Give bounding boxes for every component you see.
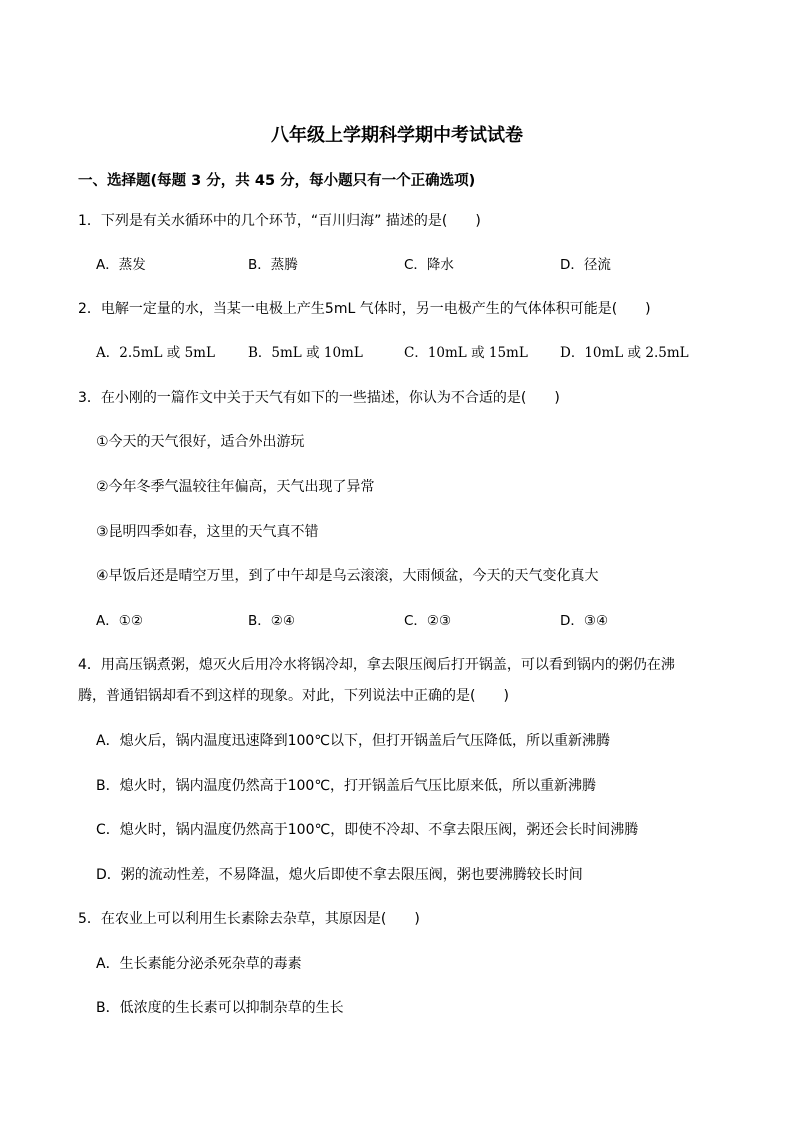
question-2-option-d: D．10mL 或 2.5mL (560, 345, 689, 361)
question-3-stem: 3．在小刚的一篇作文中关于天气有如下的一些描述，你认为不合适的是( ) (78, 390, 560, 406)
question-5-option-b: B．低浓度的生长素可以抑制杂草的生长 (96, 1000, 344, 1016)
question-4-option-a: A．熄火后，锅内温度迅速降到100℃以下，但打开锅盖后气压降低，所以重新沸腾 (96, 733, 611, 749)
question-3-option-c: C．②③ (404, 613, 452, 629)
question-2-option-b: B．5mL 或 10mL (248, 345, 363, 361)
question-3-option-a: A．①② (96, 613, 143, 629)
question-4-option-c: C．熄火时，锅内温度仍然高于100℃，即使不冷却、不拿去限压阀，粥还会长时间沸腾 (96, 822, 639, 838)
question-1-option-d: D．径流 (560, 257, 611, 273)
question-4-option-b: B．熄火时，锅内温度仍然高于100℃，打开锅盖后气压比原来低，所以重新沸腾 (96, 778, 597, 794)
question-2-option-c: C．10mL 或 15mL (404, 345, 528, 361)
exam-title: 八年级上学期科学期中考试试卷 (271, 125, 523, 146)
question-5-stem: 5．在农业上可以利用生长素除去杂草，其原因是( ) (78, 911, 420, 927)
question-1-stem: 1．下列是有关水循环中的几个环节，“百川归海” 描述的是( ) (78, 213, 481, 229)
question-4-stem-line-1: 4．用高压锅煮粥，熄灭火后用冷水将锅冷却，拿去限压阀后打开锅盖，可以看到锅内的粥仍在沸 (78, 657, 675, 673)
question-1-option-c: C．降水 (404, 257, 454, 273)
question-5-option-a: A．生长素能分泌杀死杂草的毒素 (96, 956, 302, 972)
question-4-stem-line-2: 腾，普通铝锅却看不到这样的现象。对此，下列说法中正确的是( ) (78, 688, 509, 704)
question-3-option-b: B．②④ (248, 613, 295, 629)
question-3-statement-3: ③昆明四季如春，这里的天气真不错 (96, 524, 319, 540)
question-2-stem: 2．电解一定量的水，当某一电极上产生5mL 气体时，另一电极产生的气体体积可能是( ) (78, 301, 651, 317)
question-4-option-d: D．粥的流动性差，不易降温，熄火后即使不拿去限压阀，粥也要沸腾较长时间 (96, 867, 583, 883)
question-1-option-b: B．蒸腾 (248, 257, 298, 273)
question-3-statement-4: ④早饭后还是晴空万里，到了中午却是乌云滚滚，大雨倾盆，今天的天气变化真大 (96, 568, 599, 584)
question-2-option-a: A．2.5mL 或 5mL (96, 345, 215, 361)
question-1-option-a: A．蒸发 (96, 257, 146, 273)
section-heading: 一、选择题(每题 3 分，共 45 分，每小题只有一个正确选项) (78, 173, 476, 189)
question-3-statement-1: ①今天的天气很好，适合外出游玩 (96, 434, 305, 450)
question-3-option-d: D．③④ (560, 613, 609, 629)
question-3-statement-2: ②今年冬季气温较往年偏高，天气出现了异常 (96, 479, 375, 495)
